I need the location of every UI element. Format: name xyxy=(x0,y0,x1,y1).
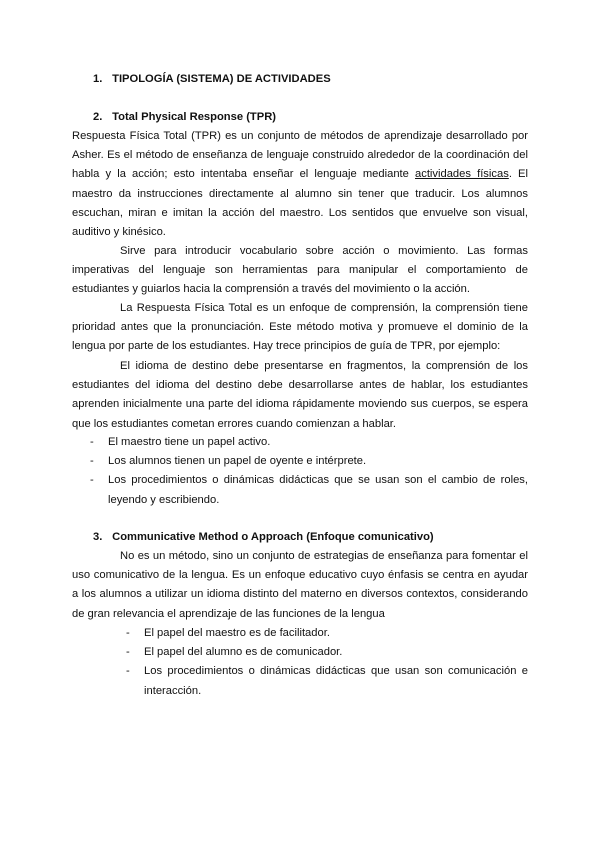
tpr-paragraph-4: El idioma de destino debe presentarse en fragmentos, la comprensión de los estudiantes del idioma del destino debe desarrollarse antes de hablar, los estudiantes aprenden inicialmente una parte del idioma rápidamente moviendo sus cuerpos, se espera que los estudiantes cometan errores cuando comienzan a hablar. xyxy=(72,360,528,430)
list-item xyxy=(90,471,528,509)
list-item xyxy=(126,662,528,700)
heading-number: 1. xyxy=(93,73,103,85)
list-item xyxy=(90,433,528,452)
heading-title: Total Physical Response (TPR) xyxy=(112,111,277,123)
heading-communicative xyxy=(93,529,434,545)
heading-number: 3. xyxy=(93,531,103,543)
list-item-text: El maestro tiene un papel activo. xyxy=(108,436,271,448)
dash-bullet: - xyxy=(90,436,94,448)
tpr-paragraph-3: La Respuesta Física Total es un enfoque de comprensión, la comprensión tiene prioridad antes que la pronunciación. Este método motiva y promueve el dominio de la lengua por parte de los estudiantes. Hay trece principios de guía de TPR, por ejemplo: xyxy=(72,302,528,353)
list-item xyxy=(126,624,528,643)
heading-title: Communicative Method o Approach (Enfoque comunicativo) xyxy=(112,531,434,543)
dash-bullet: - xyxy=(126,627,130,639)
dash-bullet: - xyxy=(90,455,94,468)
list-item xyxy=(126,643,528,662)
heading-title: TIPOLOGÍA (SISTEMA) DE ACTIVIDADES xyxy=(112,73,331,85)
heading-number: 2. xyxy=(93,111,103,123)
dash-bullet: - xyxy=(90,474,94,487)
dash-bullet: - xyxy=(126,665,130,678)
list-item-text: El papel del alumno es de comunicador. xyxy=(144,646,343,659)
heading-tpr xyxy=(93,109,276,125)
tpr-p1-text-a: Respuesta Física Total (TPR) es un conjunto de métodos de aprendizaje desarrollado por Asher. Es el método de enseñanza de lenguaje construido alrededor de la coordinación del habla y la acción; esto intentaba enseñar el lenguaje mediante xyxy=(72,130,528,181)
list-item xyxy=(90,452,528,471)
heading-tipologia xyxy=(93,71,331,87)
list-item-text: Los alumnos tienen un papel de oyente e intérprete. xyxy=(108,455,367,468)
list-item-text: Los procedimientos o dinámicas didácticas que usan son comunicación e interacción. xyxy=(144,665,528,697)
dash-bullet: - xyxy=(126,646,130,659)
tpr-paragraph-1 xyxy=(72,127,528,242)
list-item-text: El papel del maestro es de facilitador. xyxy=(144,627,330,639)
list-item-text: Los procedimientos o dinámicas didácticas que se usan son el cambio de roles, leyendo y escribiendo. xyxy=(108,474,528,506)
tpr-bullet-list xyxy=(90,433,528,510)
link-actividades-fisicas[interactable]: actividades físicas xyxy=(415,168,509,181)
communicative-bullet-list xyxy=(126,624,528,701)
communicative-paragraph-1: No es un método, sino un conjunto de estrategias de enseñanza para fomentar el uso comunicativo de la lengua. Es un enfoque educativo cuyo énfasis se centra en ayudar a los alumnos a utilizar un idioma distinto del materno en diversos contextos, considerando de gran relevancia el aprendizaje de las funciones de la lengua xyxy=(72,550,528,620)
tpr-p1-text-b: . El maestro da instrucciones directamente al alumno sin tener que traducir. Los alumnos escuchan, miran e imitan la acción del maestro. Los sentidos que envuelve son visual, auditivo y kinésico. xyxy=(72,168,528,239)
tpr-paragraph-2: Sirve para introducir vocabulario sobre acción o movimiento. Las formas imperativas del lenguaje son herramientas para manipular el comportamiento de estudiantes y guiarlos hacia la comprensión a través del movimiento o la acción. xyxy=(72,245,528,296)
